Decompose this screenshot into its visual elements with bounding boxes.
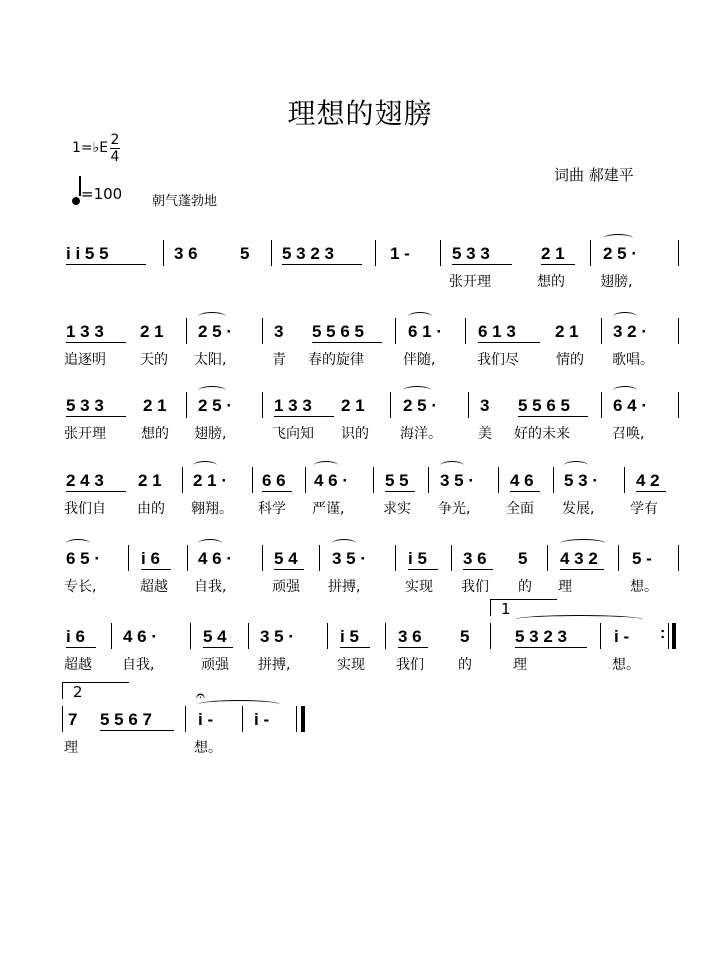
lyric-text: 理 — [513, 657, 527, 673]
measure-notes: i 5 — [408, 549, 427, 568]
beam — [274, 569, 304, 570]
beam — [141, 569, 171, 570]
lyric-text: 拼搏, — [258, 657, 291, 673]
lyric-text: 实现 — [405, 579, 433, 595]
barline — [601, 392, 602, 418]
lyrics-line — [0, 423, 720, 443]
slur — [198, 539, 222, 548]
measure-notes: 2 5 · — [198, 322, 233, 341]
lyric-text: 好的未来 — [514, 426, 570, 442]
beam — [510, 491, 540, 492]
slur — [193, 461, 217, 470]
lyric-text: 天的 — [140, 352, 168, 368]
beam — [66, 491, 126, 492]
measure-notes: 6 4 · — [613, 396, 648, 415]
beam — [66, 416, 126, 417]
slur — [603, 234, 633, 243]
barline — [678, 392, 679, 418]
measure-notes: 6 5 · — [66, 549, 101, 568]
lyric-text: 顽强 — [272, 579, 300, 595]
lyric-text: 发展, — [562, 501, 595, 517]
measure-notes: 7 — [68, 710, 78, 729]
volta-bracket-2: 2 — [62, 682, 129, 699]
measure-notes: i - — [198, 710, 214, 729]
measure-notes: 5 — [460, 627, 470, 646]
slur — [66, 539, 90, 548]
barline — [385, 623, 386, 649]
lyric-text: 翱翔。 — [191, 501, 233, 517]
notes-line — [0, 623, 720, 653]
barline — [163, 240, 164, 266]
beam — [385, 491, 415, 492]
lyric-text: 学有 — [630, 501, 658, 517]
quarter-note-icon — [71, 196, 81, 206]
measure-notes: 3 5 · — [260, 627, 295, 646]
measure-notes: 5 — [240, 244, 250, 263]
measure-notes: 3 2 · — [613, 322, 648, 341]
measure-notes: 5 5 6 5 — [312, 322, 364, 341]
lyric-text: 张开理 — [64, 426, 106, 442]
slur — [564, 461, 588, 470]
barline — [252, 467, 253, 493]
barline — [440, 240, 441, 266]
measure-notes: i - — [614, 627, 630, 646]
measure-notes: 1 3 3 — [66, 322, 104, 341]
measure-notes: 6 1 3 — [478, 322, 516, 341]
measure-notes: 2 5 · — [403, 396, 438, 415]
barline — [395, 318, 396, 344]
lyric-text: 伴随, — [403, 352, 436, 368]
lyric-text: 召唤, — [612, 426, 645, 442]
lyric-text: 青 — [272, 352, 286, 368]
barline — [242, 706, 243, 732]
lyric-text: 想。 — [612, 657, 640, 673]
barline — [624, 467, 625, 493]
barline — [601, 318, 602, 344]
measure-notes: 3 5 · — [440, 471, 475, 490]
barline — [187, 545, 188, 571]
lyric-text: 求实 — [383, 501, 411, 517]
lyric-text: 飞向知 — [272, 426, 314, 442]
lyric-text: 顽强 — [201, 657, 229, 673]
measure-notes: 5 5 — [385, 471, 409, 490]
beam — [408, 569, 438, 570]
lyric-text: 太阳, — [194, 352, 227, 368]
lyric-text: 歌唱。 — [612, 352, 654, 368]
beam — [340, 647, 370, 648]
barline — [190, 623, 191, 649]
measure-notes: 5 3 2 3 — [515, 627, 567, 646]
measure-notes: 3 — [274, 322, 284, 341]
lyric-text: 美 — [478, 426, 492, 442]
measure-notes: 4 2 — [636, 471, 660, 490]
lyric-text: 由的 — [137, 501, 165, 517]
lyric-text: 实现 — [337, 657, 365, 673]
lyric-text: 严谨, — [312, 501, 345, 517]
measure-notes: 1 3 3 — [274, 396, 312, 415]
beam — [518, 416, 588, 417]
beam — [312, 342, 382, 343]
slur — [403, 386, 431, 395]
measure-notes: 5 - — [632, 549, 652, 568]
lyric-text: 拼搏, — [328, 579, 361, 595]
lyrics-line — [0, 576, 720, 596]
beam — [560, 569, 604, 570]
lyric-text: 我们 — [461, 579, 489, 595]
measure-notes: 3 5 · — [332, 549, 367, 568]
lyric-text: 自我, — [194, 579, 227, 595]
expression-marking: 朝气蓬勃地 — [152, 194, 218, 209]
barline — [553, 467, 554, 493]
barline — [185, 706, 186, 732]
barline — [498, 467, 499, 493]
measure-notes: 5 3 2 3 — [282, 244, 334, 263]
lyric-text: 识的 — [341, 426, 369, 442]
measure-notes: 5 3 · — [564, 471, 599, 490]
lyric-text: 科学 — [258, 501, 286, 517]
lyrics-line — [0, 498, 720, 518]
lyric-text: 理 — [558, 579, 572, 595]
barline — [451, 545, 452, 571]
lyric-text: 的 — [518, 579, 532, 595]
lyric-text: 春的旋律 — [308, 352, 364, 368]
barline — [490, 623, 491, 649]
measure-notes: 5 5 6 5 — [518, 396, 570, 415]
measure-notes: 5 4 — [203, 627, 227, 646]
measure-notes: 5 3 3 — [66, 396, 104, 415]
barline — [128, 545, 129, 571]
slur — [198, 386, 226, 395]
barline — [375, 240, 376, 266]
barline — [305, 467, 306, 493]
measure-notes: i 6 — [141, 549, 160, 568]
barline — [248, 623, 249, 649]
beam — [66, 264, 146, 265]
barline — [186, 318, 187, 344]
lyric-text: 超越 — [64, 657, 92, 673]
barline — [390, 392, 391, 418]
time-signature-bottom: 4 — [110, 149, 120, 165]
notes-line — [0, 467, 720, 497]
beam — [452, 264, 512, 265]
measure-notes: 2 5 · — [198, 396, 233, 415]
final-barline — [672, 623, 676, 649]
lyrics-line — [0, 349, 720, 369]
barline — [678, 545, 679, 571]
barline — [262, 318, 263, 344]
measure-notes: 2 1 — [541, 244, 565, 263]
credit-line: 词曲 郝建平 — [554, 166, 634, 184]
barline — [62, 706, 63, 732]
slur — [198, 700, 280, 709]
lyrics-line — [0, 654, 720, 674]
barline — [373, 467, 374, 493]
lyric-text: 我们 — [396, 657, 424, 673]
lyrics-line — [0, 271, 720, 291]
barline — [547, 545, 548, 571]
barline — [590, 240, 591, 266]
lyric-text: 全面 — [506, 501, 534, 517]
beam — [282, 264, 362, 265]
measure-notes: 6 6 — [262, 471, 286, 490]
barline — [618, 545, 619, 571]
beam — [478, 342, 540, 343]
barline — [186, 392, 187, 418]
measure-notes: 3 6 — [463, 549, 487, 568]
song-title: 理想的翅膀 — [287, 97, 433, 130]
slur — [332, 539, 356, 548]
slur — [515, 615, 643, 624]
lyric-text: 想的 — [141, 426, 169, 442]
slur — [613, 386, 637, 395]
barline — [111, 623, 112, 649]
measure-notes: 5 — [518, 549, 528, 568]
measure-notes: 2 1 — [341, 396, 365, 415]
barline — [262, 545, 263, 571]
beam — [398, 647, 428, 648]
lyric-text: 想。 — [630, 579, 658, 595]
quarter-note-stem — [79, 176, 81, 196]
lyric-text: 追逐明 — [64, 352, 106, 368]
beam — [203, 647, 233, 648]
beam — [274, 416, 334, 417]
barline — [428, 467, 429, 493]
measure-notes: 5 4 — [274, 549, 298, 568]
measure-notes: 2 1 — [138, 471, 162, 490]
measure-notes: 2 1 — [140, 322, 164, 341]
notes-line — [0, 392, 720, 422]
barline — [327, 623, 328, 649]
lyric-text: 海洋。 — [400, 426, 442, 442]
lyrics-line — [0, 737, 720, 757]
slur — [314, 461, 338, 470]
lyric-text: 专长, — [64, 579, 97, 595]
barline — [182, 467, 183, 493]
measure-notes: i 5 — [340, 627, 359, 646]
notes-line — [0, 240, 720, 270]
slur — [440, 461, 464, 470]
measure-notes: 3 6 — [398, 627, 422, 646]
barline — [678, 240, 679, 266]
slur — [613, 312, 637, 321]
measure-notes: 5 3 3 — [452, 244, 490, 263]
lyric-text: 争光, — [438, 501, 471, 517]
measure-notes: 4 6 · — [123, 627, 158, 646]
measure-notes: 4 6 · — [314, 471, 349, 490]
beam — [100, 730, 174, 731]
barline — [678, 318, 679, 344]
measure-notes: 4 6 · — [198, 549, 233, 568]
barline — [271, 240, 272, 266]
beam — [541, 264, 575, 265]
key-signature: 1=♭E — [72, 140, 109, 156]
notes-line — [0, 318, 720, 348]
final-barline — [301, 706, 305, 732]
lyric-text: 我们尽 — [477, 352, 519, 368]
lyric-text: 我们自 — [64, 501, 106, 517]
beam — [262, 491, 292, 492]
barline — [465, 318, 466, 344]
time-signature — [110, 132, 120, 165]
beam — [66, 647, 96, 648]
barline — [468, 392, 469, 418]
tempo-value: =100 — [81, 185, 123, 203]
lyric-text: 的 — [458, 657, 472, 673]
lyric-text: 张开理 — [449, 274, 491, 290]
lyric-text: 情的 — [556, 352, 584, 368]
slur — [408, 312, 432, 321]
beam — [636, 491, 666, 492]
lyric-text: 自我, — [122, 657, 155, 673]
measure-notes: i i 5 5 — [66, 244, 109, 263]
measure-notes: 2 4 3 — [66, 471, 104, 490]
beam — [66, 342, 126, 343]
measure-notes: i 6 — [66, 627, 85, 646]
barline — [319, 545, 320, 571]
measure-notes: 2 1 · — [193, 471, 228, 490]
measure-notes: 3 6 — [174, 244, 198, 263]
measure-notes: 2 5 · — [603, 244, 638, 263]
measure-notes: 5 5 6 7 — [100, 710, 152, 729]
slur — [198, 312, 226, 321]
time-signature-top: 2 — [110, 132, 120, 148]
notes-line — [0, 545, 720, 575]
lyric-text: 翅膀, — [194, 426, 227, 442]
measure-notes: i - — [254, 710, 270, 729]
barline — [262, 392, 263, 418]
beam — [515, 647, 587, 648]
lyric-text: 超越 — [140, 579, 168, 595]
barline — [395, 545, 396, 571]
measure-notes: 4 6 — [510, 471, 534, 490]
measure-notes: 6 1 · — [408, 322, 443, 341]
barline — [600, 623, 601, 649]
lyric-text: 想的 — [537, 274, 565, 290]
measure-notes: 2 1 — [143, 396, 167, 415]
measure-notes: 4 3 2 — [560, 549, 598, 568]
fermata-icon: 𝄐 — [196, 686, 205, 705]
measure-notes: 2 1 — [555, 322, 579, 341]
barline — [668, 623, 669, 649]
beam — [463, 569, 493, 570]
volta-bracket-1: 1 — [490, 599, 557, 616]
notes-line — [0, 706, 720, 736]
lyric-text: 想。 — [194, 740, 222, 756]
slur — [560, 539, 606, 548]
repeat-dots-icon: : — [660, 625, 666, 642]
lyric-text: 翅膀, — [600, 274, 633, 290]
measure-notes: 3 — [480, 396, 490, 415]
lyric-text: 理 — [64, 740, 78, 756]
measure-notes: 1 - — [390, 244, 410, 263]
barline — [296, 706, 297, 732]
